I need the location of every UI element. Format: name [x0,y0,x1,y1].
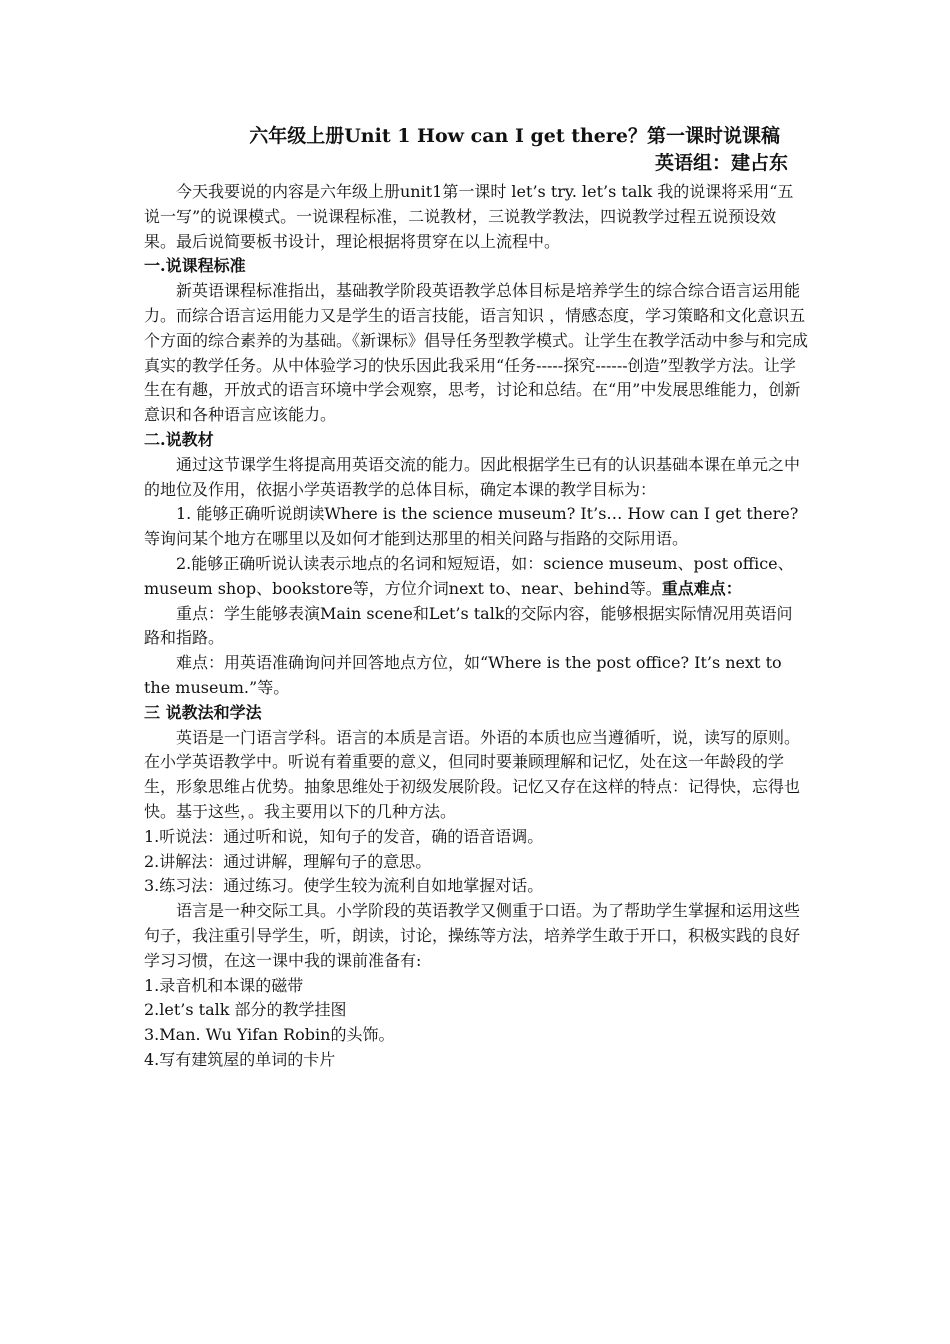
section-3-heading: 三 说教法和学法 [144,702,262,722]
key-difficult-label: 重点难点： [661,578,742,598]
goal-2-text: 2.能够正确听说认读表示地点的名词和短短语，如：science museum、post office、museum shop、bookstore等，方位介词next to、near、behind等。 [144,553,794,598]
prep-item: 3.Man. Wu Yifan Robin的头饰。 [144,1025,395,1045]
intro-paragraph: 今天我要说的内容是六年级上册unit1第一课时 let’s try. let’s talk 我的说课将采用“五说一写”的说课模式。一说课程标准，二说教材，三说教学教法，四说教学过程五说预设效果。最后说简要板书设计，理论根据将贯穿在以上流程中。 [144,182,794,251]
section-2-heading: 二.说教材 [144,429,214,449]
method-item: 1.听说法：通过听和说，知句子的发音，确的语音语调。 [144,826,544,846]
prep-item: 1.录音机和本课的磁带 [144,975,304,995]
goal-1: 1. 能够正确听说朗读Where is the science museum? It’s… How can I get there?等询问某个地方在哪里以及如何才能到达那里的相关问路与指路的交际用语。 [144,504,799,549]
section-1-heading: 一.说课程标准 [144,256,246,276]
method-item: 2.讲解法：通过讲解，理解句子的意思。 [144,851,432,871]
document-author: 英语组：建占东 [654,152,788,174]
difficult-point: 难点：用英语准确询问并回答地点方位，如“Where is the post office? It’s next to the museum.”等。 [144,653,782,697]
prep-item: 2.let’s talk 部分的教学挂图 [144,1000,347,1020]
section-3-paragraph: 英语是一门语言学科。语言的本质是言语。外语的本质也应当遵循听，说，读写的原则。在小学英语教学中。听说有着重要的意义，但同时要兼顾理解和记忆，处在这一年龄段的学生，形象思维占优势。抽象思维处于初级发展阶段。记忆又存在这样的特点：记得快，忘得也快。基于这些，。我主要用以下的几种方法。 [144,727,801,821]
goal-2 [144,552,808,602]
section-2-paragraph: 通过这节课学生将提高用英语交流的能力。因此根据学生已有的认识基础本课在单元之中的地位及作用，依据小学英语教学的总体目标，确定本课的教学目标为： [144,454,801,499]
document-title: 六年级上册Unit 1 How can I get there？第一课时说课稿 [249,125,780,147]
method-item: 3.练习法：通过练习。使学生较为流利自如地掌握对话。 [144,876,544,896]
section-3-paragraph-2: 语言是一种交际工具。小学阶段的英语教学又侧重于口语。为了帮助学生掌握和运用这些句子，我注重引导学生，听，朗读，讨论，操练等方法，培养学生敢于开口，积极实践的良好学习习惯，在这一课中我的课前准备有: [144,901,801,970]
document-body [144,122,808,1073]
prep-item: 4.写有建筑屋的单词的卡片 [144,1049,336,1069]
key-point: 重点：学生能够表演Main scene和Let’s talk的交际内容，能够根据实际情况用英语问路和指路。 [144,603,793,648]
section-1-paragraph: 新英语课程标准指出，基础教学阶段英语教学总体目标是培养学生的综合综合语言运用能力。而综合语言运用能力又是学生的语言技能，语言知识 ，情感态度，学习策略和文化意识五个方面的综合素养的为基础。《新课标》倡导任务型教学模式。让学生在教学活动中参与和完成真实的教学任务。从中体验学习的快乐因此我采用“任务-----探究------创造”型教学方法。让学生在有趣，开放式的语言环境中学会观察，思考，讨论和总结。在“用”中发展思维能力，创新意识和各种语言应该能力。 [144,281,809,425]
